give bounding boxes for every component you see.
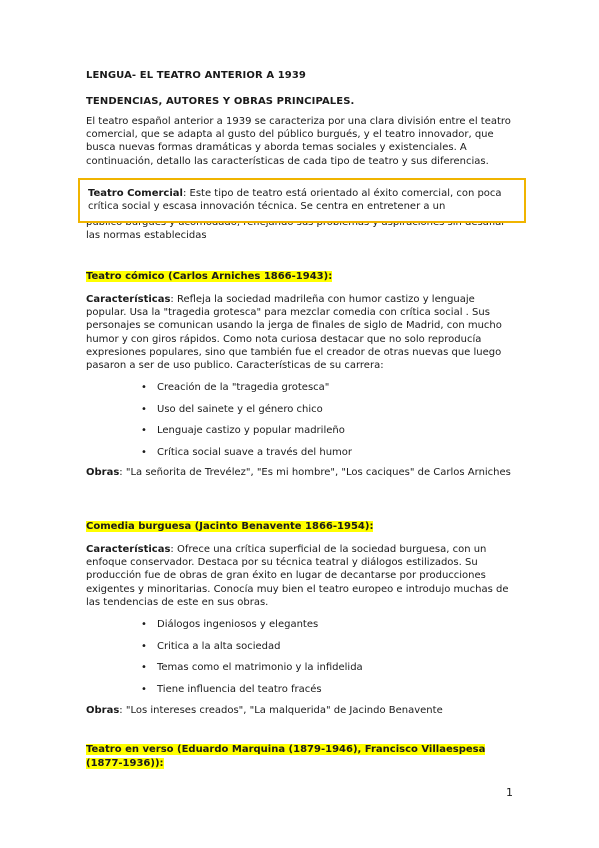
intro-paragraph: El teatro español anterior a 1939 se caracteriza por una clara división entre el teatro comercial, que se adapta al gusto del público burgués, y el teatro innovador, que busca nuevas formas dramáticas y aborda temas sociales y existenciales. A continuación, detallo las características de cada tipo de teatro y sus diferencias.: [86, 116, 511, 167]
comico-obras-label: Obras: [86, 467, 120, 478]
list-item: [141, 446, 352, 468]
verso-heading: [86, 743, 485, 757]
comico-characteristics: [86, 293, 518, 372]
list-item: [141, 403, 352, 425]
list-item: [141, 424, 352, 446]
verso-heading-line1: Teatro en verso (Eduardo Marquina (1879-1946), Francisco Villaespesa: [86, 744, 486, 755]
verso-heading-line2: (1877-1936)):: [86, 758, 164, 769]
comercial-callout-box: [78, 178, 526, 223]
bullet-icon: •: [141, 640, 147, 652]
list-item: [141, 683, 363, 705]
bullet-icon: •: [141, 662, 147, 673]
burguesa-bullet-list: [141, 618, 363, 704]
bullet-icon: •: [141, 619, 147, 630]
comico-heading-text: Teatro cómico (Carlos Arniches 1866-1943):: [86, 271, 333, 282]
comico-obras: [86, 466, 518, 479]
bullet-icon: •: [141, 683, 147, 695]
burguesa-characteristics: [86, 543, 518, 609]
burguesa-obras-text: : "Los intereses creados", "La malquerida" de Jacindo Benavente: [119, 705, 443, 716]
bullet-icon: •: [141, 403, 147, 415]
list-item-text: Uso del sainete y el género chico: [157, 403, 323, 415]
list-item-text: Crítica social suave a través del humor: [157, 446, 353, 458]
comico-obras-text: : "La señorita de Trevélez", "Es mi hombre", "Los caciques" de Carlos Arniches: [119, 467, 511, 478]
list-item: [141, 618, 363, 640]
comico-heading: [86, 270, 332, 284]
comico-bullet-list: [141, 381, 352, 467]
verso-heading-continued: [86, 757, 164, 771]
comercial-text: : Este tipo de teatro está orientado al éxito comercial, con poca crítica social y escasa innovación técnica. Se centra en entretener a un: [88, 188, 502, 213]
comico-char-label: Características: [86, 294, 171, 305]
list-item: [141, 640, 363, 662]
list-item-text: Critica a la alta sociedad: [157, 640, 281, 652]
burguesa-char-label: Características: [86, 544, 171, 555]
list-item-text: Lenguaje castizo y popular madrileño: [157, 425, 345, 436]
list-item-text: Creación de la "tragedia grotesca": [157, 382, 330, 393]
burguesa-heading-text: Comedia burguesa (Jacinto Benavente 1866-1954):: [86, 521, 374, 532]
list-item-text: Tiene influencia del teatro fracés: [157, 683, 322, 695]
burguesa-obras-label: Obras: [86, 705, 120, 716]
bullet-icon: •: [141, 425, 147, 436]
page-number: 1: [506, 786, 513, 799]
comercial-continuation-text: las normas establecidas: [86, 230, 207, 242]
comercial-label: Teatro Comercial: [88, 188, 183, 199]
comercial-callout-text: [88, 187, 518, 213]
burguesa-obras: [86, 704, 518, 717]
bullet-icon: •: [141, 382, 147, 393]
document-title: LENGUA- EL TEATRO ANTERIOR A 1939: [86, 70, 306, 81]
bullet-icon: •: [141, 446, 147, 458]
list-item-text: Diálogos ingeniosos y elegantes: [157, 619, 319, 630]
list-item: [141, 661, 363, 683]
burguesa-heading: [86, 520, 373, 534]
burguesa-char-text: : Ofrece una crítica superficial de la sociedad burguesa, con un enfoque conservador. Destaca por su técnica teatral y diálogos estilizados. Su producción fue de obras de gran éxito en lugar de decantarse por producciones exigentes y minoritarias. Conocía muy bien el teatro europeo e introdujo muchas de las tendencias de este en sus obras.: [86, 544, 509, 608]
list-item: [141, 381, 352, 403]
document-subtitle: TENDENCIAS, AUTORES Y OBRAS PRINCIPALES.: [86, 96, 355, 107]
list-item-text: Temas como el matrimonio y la infidelida: [157, 662, 363, 673]
comico-char-text: : Refleja la sociedad madrileña con humor castizo y lenguaje popular. Usa la "tragedia grotesca" para mezclar comedia con crítica social . Sus personajes se comunican usando la jerga de finales de siglo de Madrid, con mucho humor y con giros rápidos. Como nota curiosa destacar que no solo reproducía expresiones populares, sino que también fue el creador de otras nuevas que luego pasaron a ser de uso publico. Características de su carrera:: [86, 294, 502, 372]
